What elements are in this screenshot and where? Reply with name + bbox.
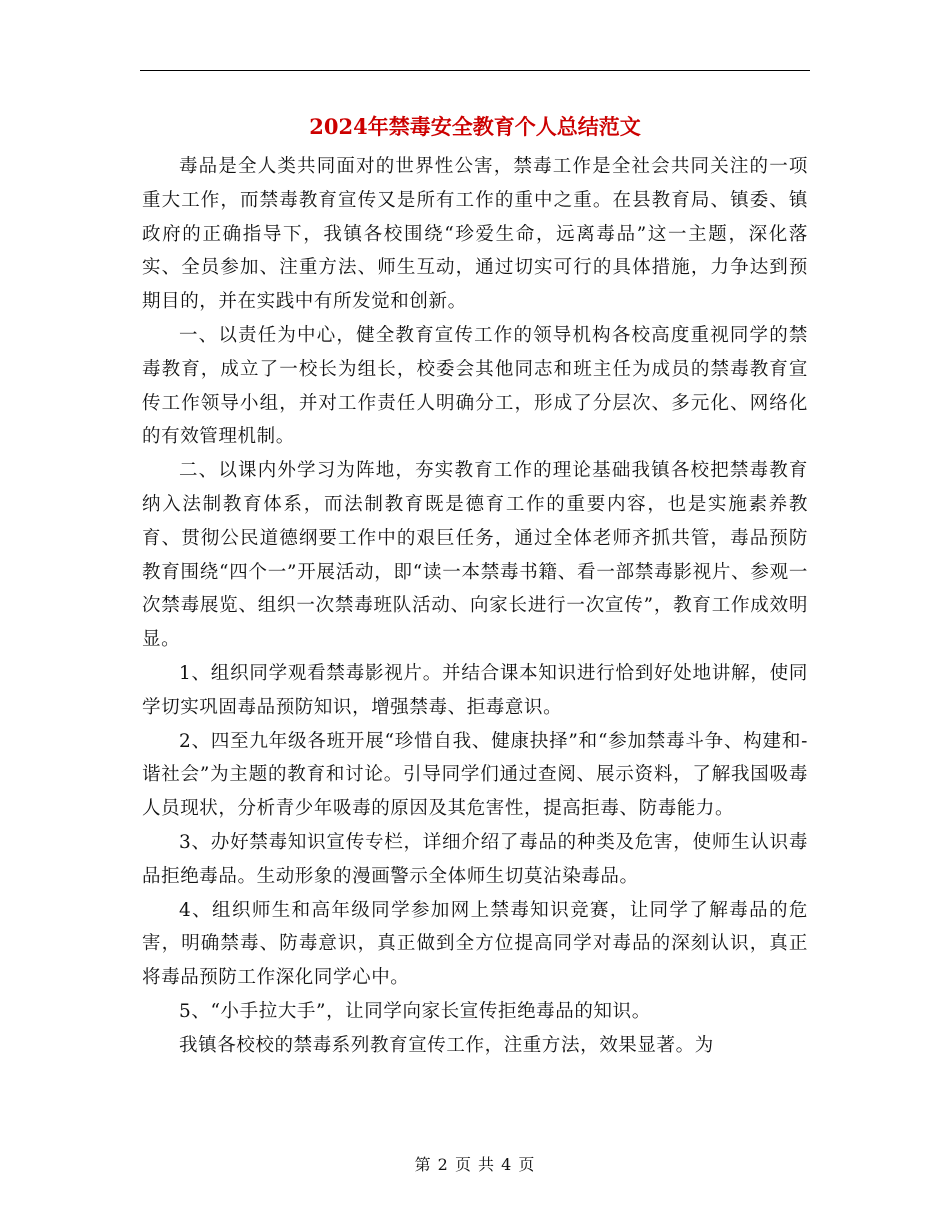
paragraph-intro: 毒品是全人类共同面对的世界性公害，禁毒工作是全社会共同关注的一项重大工作，而禁毒教育宣传又是所有工作的重中之重。在县教育局、镇委、镇政府的正确指导下，我镇各校围绕“珍爱生命，远离毒品”这一主题，深化落实、全员参加、注重方法、师生互动，通过切实可行的具体措施，力争达到预期目的，并在实践中有所发觉和创新。: [142, 156, 808, 313]
paragraph-closing: 我镇各校校的禁毒系列教育宣传工作，注重方法，效果显著。为: [179, 1034, 714, 1056]
header-rule: [140, 70, 810, 71]
paragraph-item-2: 2、四至九年级各班开展“珍惜自我、健康抉择”和“参加禁毒斗争、构建和-谐社会”为主题的教育和讨论。引导同学们通过查阅、展示资料，了解我国吸毒人员现状，分析青少年吸毒的原因及其危害性，提高拒毒、防毒能力。: [142, 730, 808, 820]
document-body: [142, 150, 808, 1063]
paragraph-section-1: 一、以责任为中心，健全教育宣传工作的领导机构各校高度重视同学的禁毒教育，成立了一校长为组长，校委会其他同志和班主任为成员的禁毒教育宣传工作领导小组，并对工作责任人明确分工，形成了分层次、多元化、网络化的有效管理机制。: [142, 324, 808, 448]
paragraph-item-3: 3、办好禁毒知识宣传专栏，详细介绍了毒品的种类及危害，使师生认识毒品拒绝毒品。生动形象的漫画警示全体师生切莫沾染毒品。: [142, 831, 808, 887]
paragraph-item-4: 4、组织师生和高年级同学参加网上禁毒知识竞赛，让同学了解毒品的危害，明确禁毒、防毒意识，真正做到全方位提高同学对毒品的深刻认识，真正将毒品预防工作深化同学心中。: [142, 899, 808, 989]
paragraph-item-5: 5、“小手拉大手”，让同学向家长宣传拒绝毒品的知识。: [179, 1000, 651, 1022]
paragraph-item-1: 1、组织同学观看禁毒影视片。并结合课本知识进行恰到好处地讲解，使同学切实巩固毒品预防知识，增强禁毒、拒毒意识。: [142, 662, 808, 718]
page-number-footer: 第 2 页 共 4 页: [414, 1155, 536, 1174]
document-title: 2024年禁毒安全教育个人总结范文: [309, 114, 641, 139]
paragraph-section-2: 二、以课内外学习为阵地，夯实教育工作的理论基础我镇各校把禁毒教育纳入法制教育体系，而法制教育既是德育工作的重要内容，也是实施素养教育、贯彻公民道德纲要工作中的艰巨任务，通过全体老师齐抓共管，毒品预防教育围绕“四个一”开展活动，即“读一本禁毒书籍、看一部禁毒影视片、参观一次禁毒展览、组织一次禁毒班队活动、向家长进行一次宣传”，教育工作成效明显。: [142, 460, 808, 651]
